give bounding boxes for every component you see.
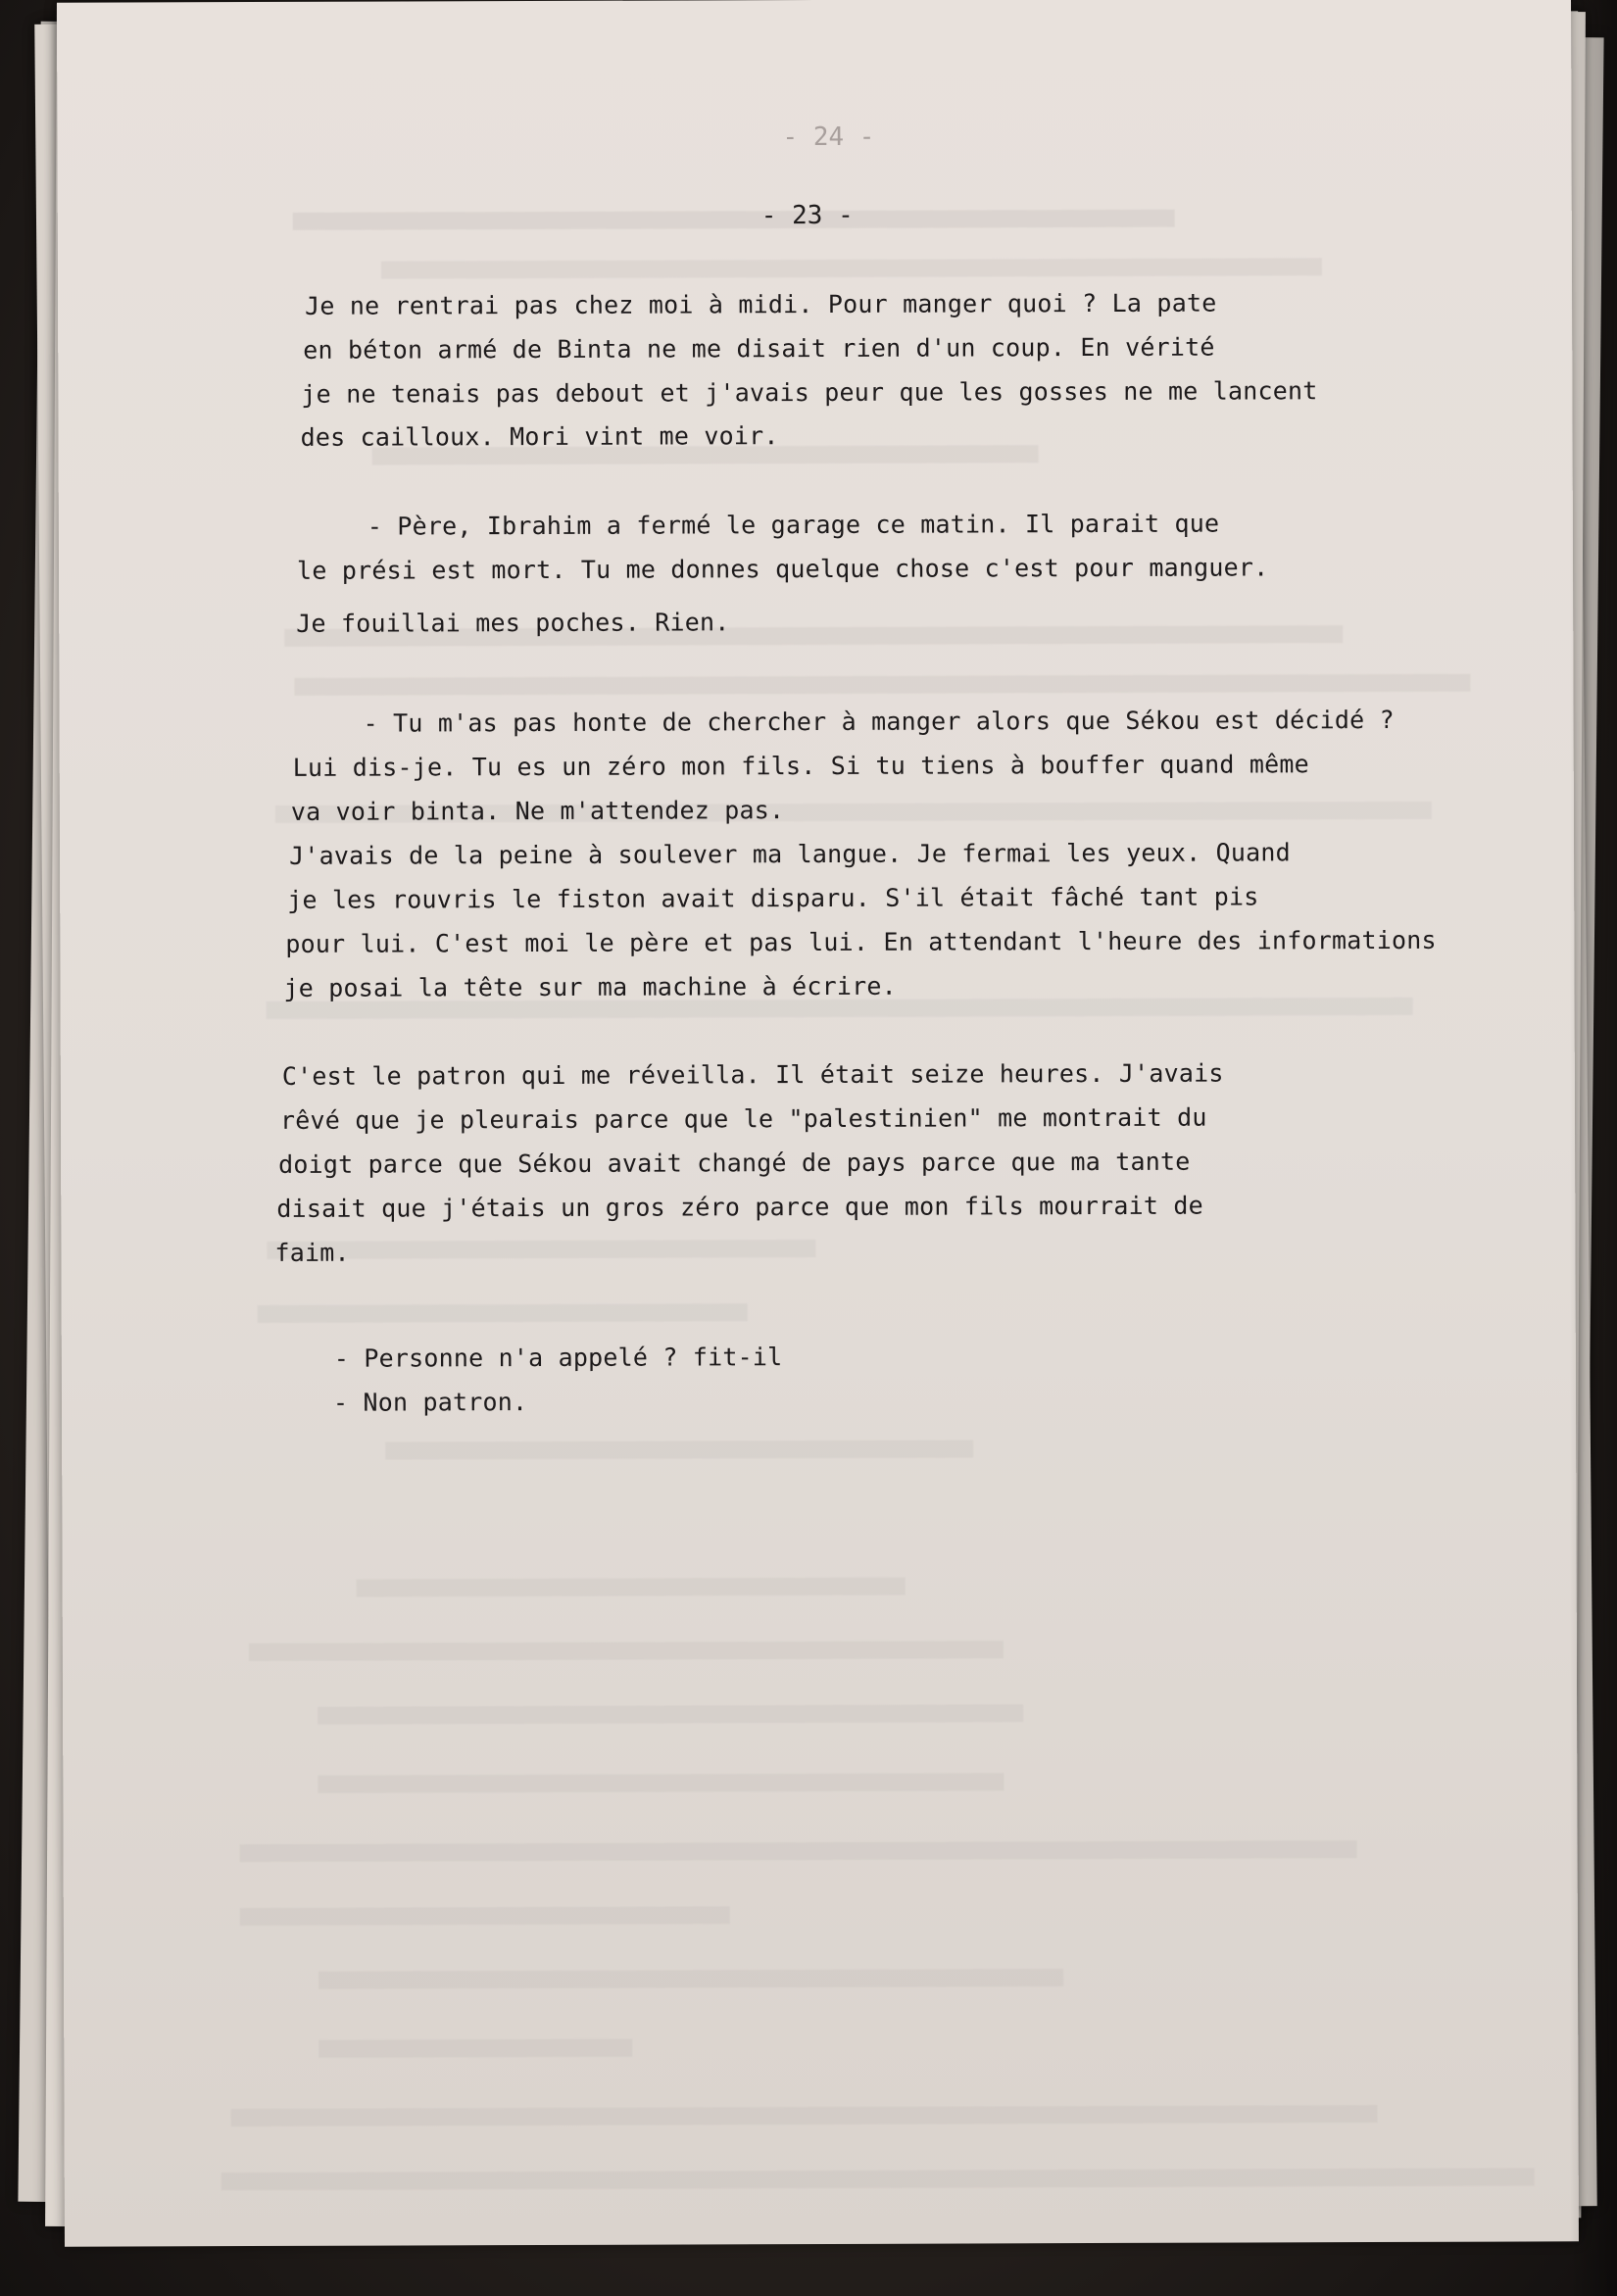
text-line: va voir binta. Ne m'attendez pas. — [290, 796, 785, 826]
text-line: je les rouvris le fiston avait disparu. S'il était fâché tant pis — [287, 882, 1259, 914]
text-line: disait que j'étais un gros zéro parce que mon fils mourrait de — [276, 1191, 1203, 1223]
text-line: Je fouillai mes poches. Rien. — [296, 608, 730, 638]
text-line: je posai la tête sur ma machine à écrire. — [283, 971, 897, 1002]
text-line: en béton armé de Binta ne me disait rien d'un coup. En vérité — [303, 332, 1215, 365]
text-line: Je ne rentrai pas chez moi à midi. Pour manger quoi ? La pate — [305, 288, 1217, 320]
text-line: rêvé que je pleurais parce que le "palestinien" me montrait du — [279, 1102, 1207, 1135]
text-line: Lui dis-je. Tu es un zéro mon fils. Si tu tiens à bouffer quand même — [292, 750, 1309, 782]
text-line: - Personne n'a appelé ? fit-il — [333, 1343, 783, 1373]
text-line: - Père, Ibrahim a fermé le garage ce matin. Il parait que — [367, 509, 1220, 541]
text-line: - Non patron. — [332, 1388, 528, 1417]
text-line: - Tu m'as pas honte de chercher à manger alors que Sékou est décidé ? — [363, 705, 1395, 738]
back-page-number: - 24 - — [782, 122, 875, 153]
edge-shadow — [1570, 0, 1617, 2296]
text-line: je ne tenais pas debout et j'avais peur que les gosses ne me lancent — [301, 376, 1318, 409]
text-line: C'est le patron qui me réveilla. Il était seize heures. J'avais — [281, 1058, 1224, 1091]
text-line: pour lui. C'est moi le père et pas lui. En attendant l'heure des informations — [285, 925, 1437, 958]
page-number: - 23 - — [760, 200, 854, 231]
text-line: des cailloux. Mori vint me voir. — [300, 421, 779, 452]
text-line: doigt parce que Sékou avait changé de pays parce que ma tante — [278, 1147, 1191, 1179]
typed-page — [57, 0, 1579, 2247]
text-line: faim. — [274, 1238, 350, 1267]
text-line: le prési est mort. Tu me donnes quelque chose c'est pour manguer. — [296, 553, 1269, 585]
text-line: J'avais de la peine à soulever ma langue. Je fermai les yeux. Quand — [288, 838, 1291, 870]
